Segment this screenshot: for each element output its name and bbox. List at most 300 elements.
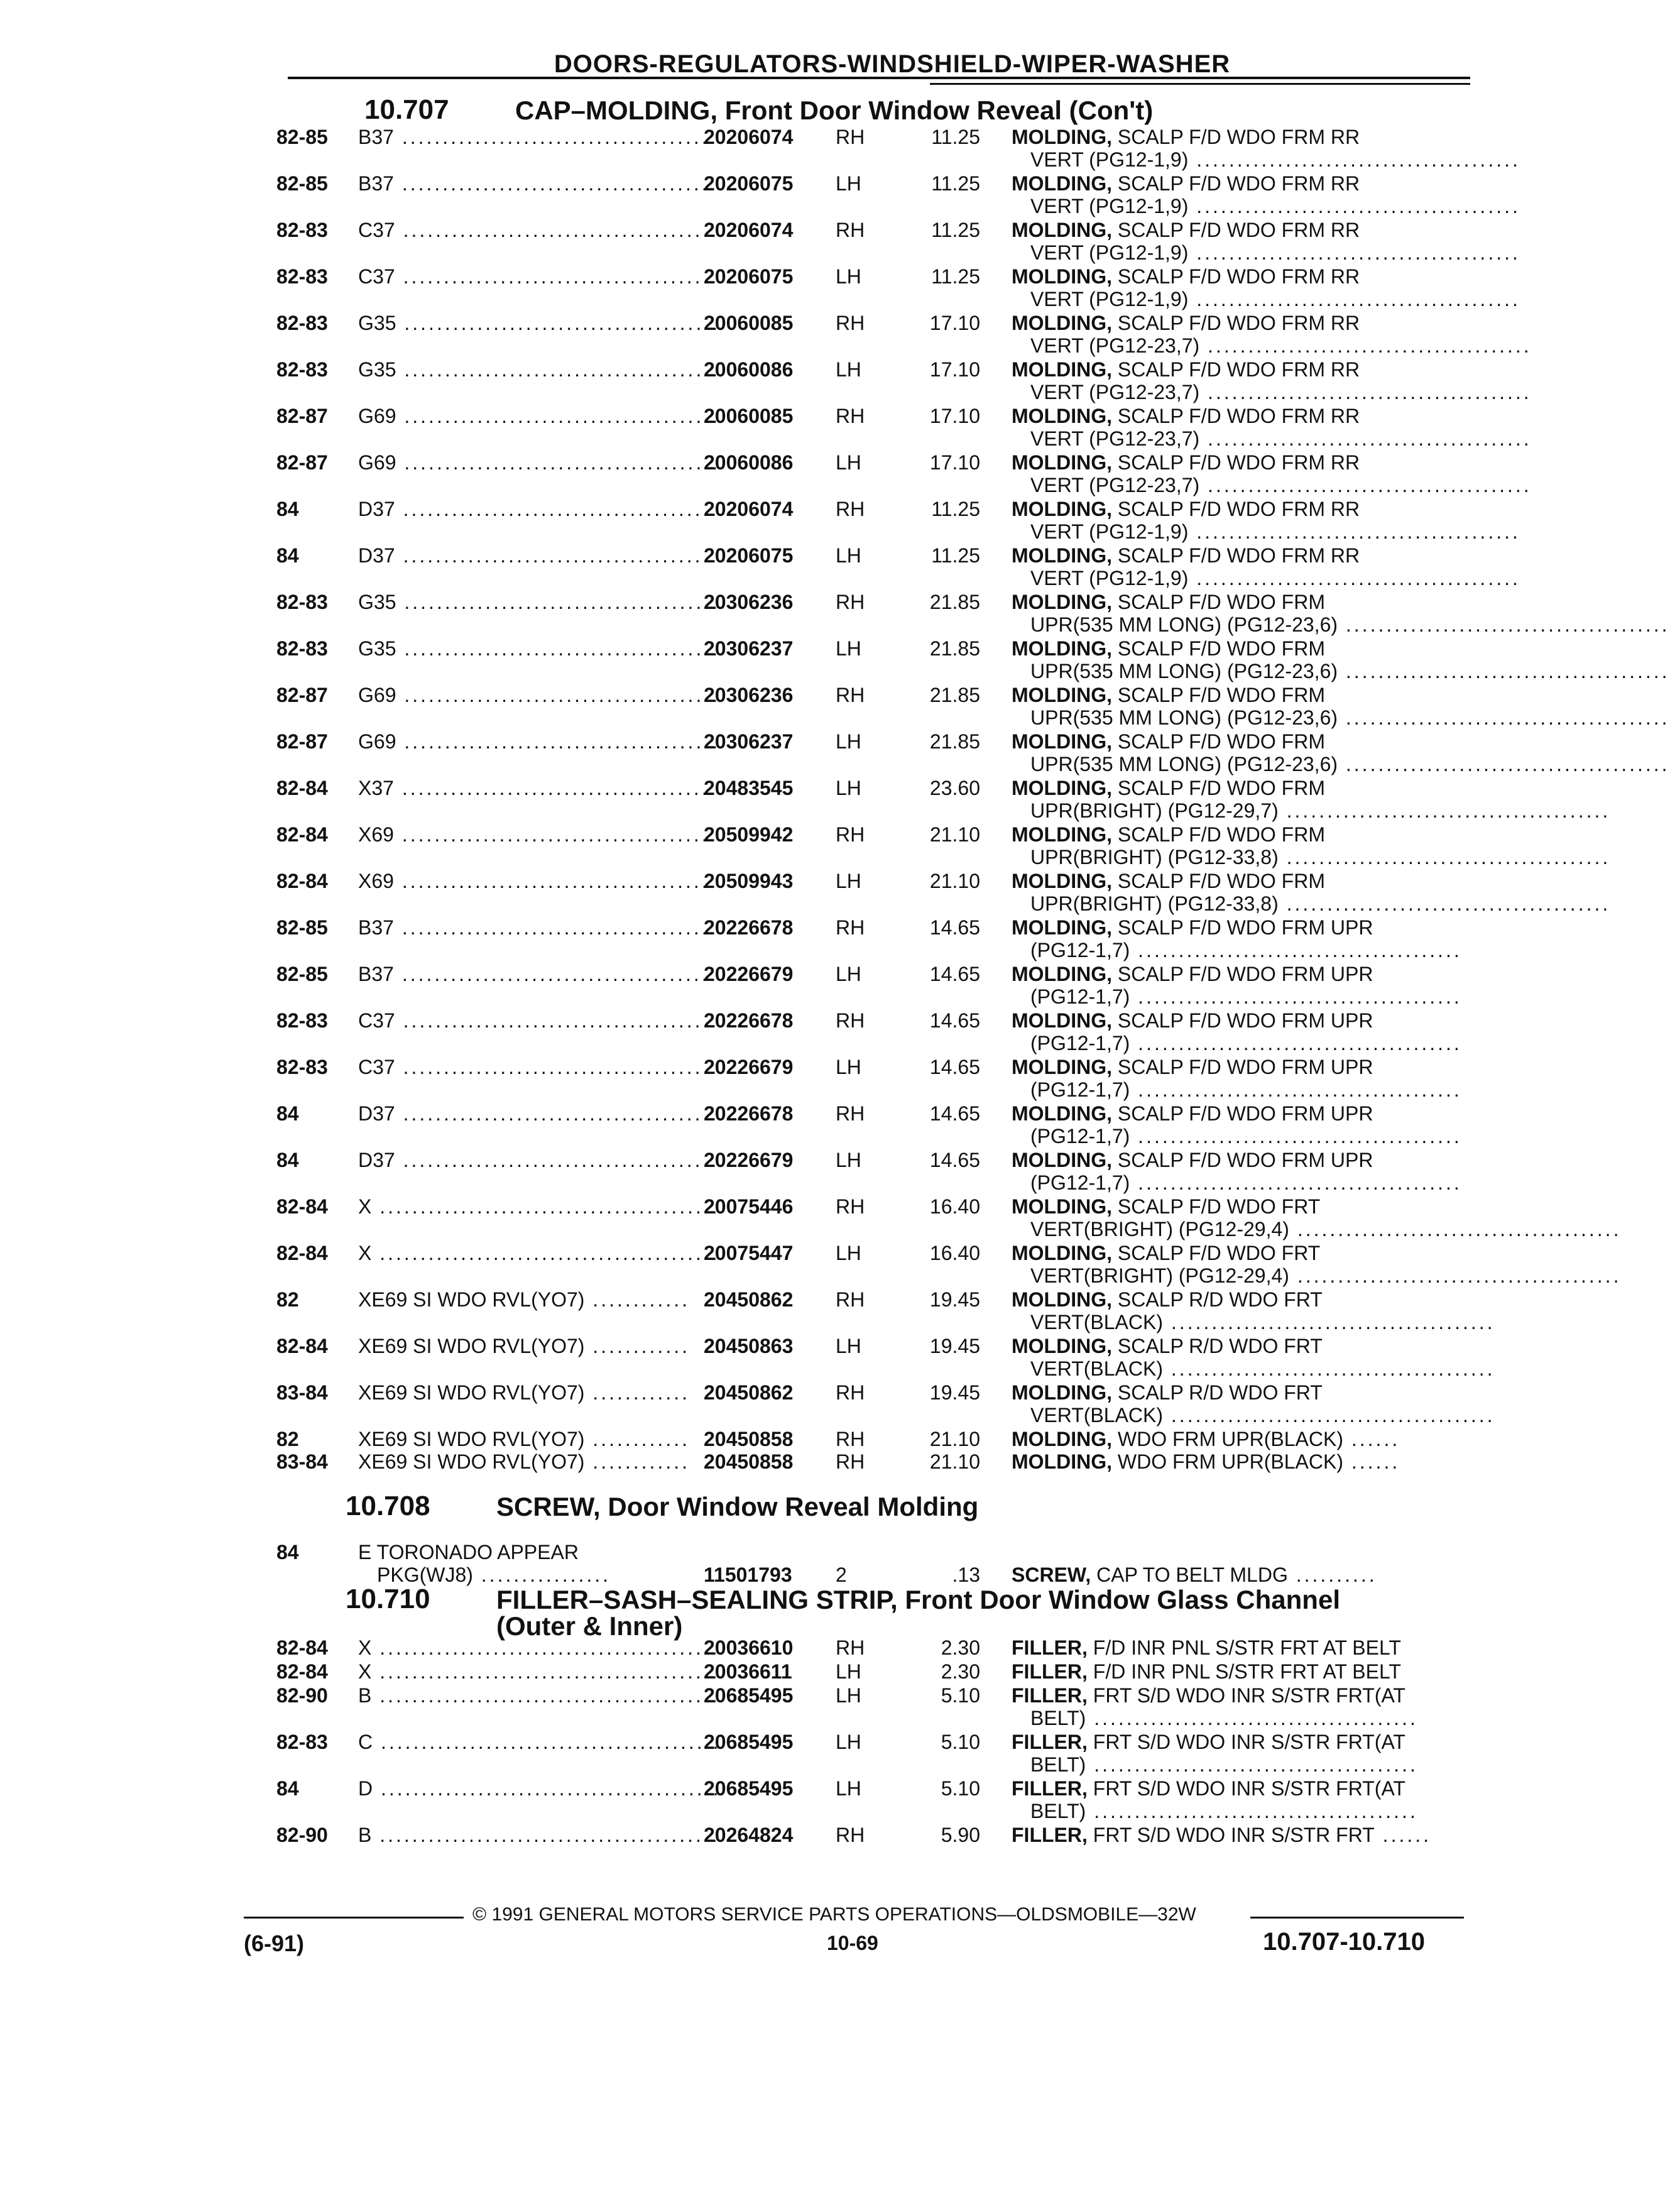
description-noun: FILLER, <box>1012 1824 1088 1846</box>
side-or-qty: RH <box>836 1824 865 1846</box>
model-years: 83-84 <box>276 1381 328 1404</box>
part-description-line2 <box>1030 1218 1622 1240</box>
leader-dots: ....................................... <box>396 684 721 706</box>
leader-dots: ........................................ <box>1130 1078 1462 1101</box>
section-title-desc: Front Door Window Glass Channel <box>905 1585 1340 1614</box>
leader-dots: .......................................... <box>373 1731 721 1753</box>
leader-dots: ....................................... <box>395 265 719 288</box>
model-years: 84 <box>276 1777 299 1800</box>
part-row <box>0 1824 1588 1870</box>
part-row <box>0 1242 1622 1288</box>
part-number: 20226679 <box>704 963 794 985</box>
model-years: 82-84 <box>276 1335 328 1357</box>
leader-dots: .......... <box>1287 1563 1377 1586</box>
header-rule-secondary <box>930 83 1470 85</box>
part-description-line2 <box>1030 1707 1464 1729</box>
part-description <box>1012 219 1360 241</box>
list-price: 16.40 <box>929 1242 980 1264</box>
description-noun: MOLDING, <box>1012 777 1112 799</box>
leader-dots: ....................................... <box>395 1149 719 1171</box>
description-text: SCALP F/D WDO FRM UPR <box>1117 1102 1373 1125</box>
description-noun: MOLDING, <box>1012 312 1112 334</box>
description-text-2: UPR(BRIGHT) (PG12-33,8) <box>1030 892 1279 915</box>
description-text-2: BELT) <box>1030 1753 1086 1776</box>
body-code <box>358 1450 690 1473</box>
description-text: FRT S/D WDO INR S/STR FRT <box>1093 1824 1375 1846</box>
list-price: 11.25 <box>931 544 980 567</box>
part-number: 20226678 <box>704 1009 794 1032</box>
part-number: 20206075 <box>704 172 794 195</box>
part-description <box>1012 1056 1373 1078</box>
body-code-text-2: PKG(WJ8) <box>377 1563 473 1586</box>
body-code-text: D <box>358 1777 373 1800</box>
leader-dots: ....................................... <box>393 172 718 195</box>
leader-dots: ........................................ <box>1338 660 1670 682</box>
part-description-line2 <box>1030 334 1532 357</box>
description-text: SCALP F/D WDO FRM RR <box>1117 498 1360 520</box>
part-description-line2 <box>1030 753 1670 775</box>
body-code-text: E TORONADO APPEAR <box>358 1541 579 1563</box>
part-row <box>0 637 1670 684</box>
leader-dots: ........................................ <box>1289 1264 1622 1287</box>
part-number: 20075447 <box>704 1242 794 1264</box>
leader-dots: ....................................... <box>395 1102 719 1125</box>
part-description <box>1012 777 1325 799</box>
side-or-qty: RH <box>836 823 865 846</box>
part-description-line2 <box>1030 381 1532 403</box>
side-or-qty: LH <box>836 870 861 892</box>
model-years: 82-83 <box>276 219 328 241</box>
description-text: SCALP F/D WDO FRT <box>1117 1195 1321 1218</box>
body-code <box>358 498 719 520</box>
part-row <box>0 126 1588 172</box>
list-price: 17.10 <box>929 451 980 474</box>
body-code-text: B <box>358 1684 372 1707</box>
part-number: 20206075 <box>704 265 794 288</box>
body-code-text: X <box>358 1195 372 1218</box>
description-noun: FILLER, <box>1012 1660 1088 1683</box>
list-price: 14.65 <box>929 1056 980 1078</box>
leader-dots: ........................................ <box>1188 567 1520 589</box>
body-code <box>358 730 720 753</box>
side-or-qty: RH <box>836 312 865 334</box>
leader-dots: ....................................... <box>395 544 719 567</box>
part-row <box>0 1288 1588 1335</box>
list-price: 21.85 <box>929 684 980 706</box>
description-text: SCALP F/D WDO FRM RR <box>1117 451 1360 474</box>
part-number: 20450863 <box>704 1335 794 1357</box>
part-row <box>0 219 1588 265</box>
description-noun: MOLDING, <box>1012 1056 1112 1078</box>
leader-dots: ........................................ <box>1130 985 1462 1008</box>
description-noun: MOLDING, <box>1012 637 1112 660</box>
description-noun: MOLDING, <box>1012 1428 1112 1450</box>
part-description <box>1012 1428 1400 1450</box>
part-description <box>1012 684 1325 706</box>
part-description-line2 <box>1030 1311 1495 1333</box>
description-text-2: VERT (PG12-23,7) <box>1030 474 1200 496</box>
side-or-qty: RH <box>836 498 865 520</box>
body-code-text: B37 <box>358 963 394 985</box>
body-code-text: D37 <box>358 544 395 567</box>
part-number: 20306237 <box>704 730 794 753</box>
part-description-line2 <box>1030 1032 1464 1054</box>
part-row <box>0 312 1588 358</box>
list-price: 5.10 <box>941 1684 980 1707</box>
list-price: 21.10 <box>929 1450 980 1473</box>
side-or-qty: LH <box>836 963 861 985</box>
body-code <box>358 172 718 195</box>
model-years: 82-84 <box>276 1195 328 1218</box>
part-number: 20060086 <box>704 451 794 474</box>
model-years: 82-87 <box>276 405 328 427</box>
leader-dots: ....................................... <box>393 777 718 799</box>
body-code-text: C <box>358 1731 373 1753</box>
description-noun: SCREW, <box>1012 1563 1091 1586</box>
side-or-qty: LH <box>836 1056 861 1078</box>
part-description <box>1012 1777 1405 1800</box>
side-or-qty: RH <box>836 1636 865 1659</box>
leader-dots: ....................................... <box>393 126 718 148</box>
body-code <box>358 1541 579 1563</box>
part-description <box>1012 1450 1400 1473</box>
part-description <box>1012 916 1373 939</box>
body-code-text: C37 <box>358 1056 395 1078</box>
part-number: 20036611 <box>704 1660 792 1683</box>
description-text-2: VERT(BLACK) <box>1030 1357 1164 1380</box>
part-description <box>1012 1824 1431 1846</box>
model-years: 82-84 <box>276 870 328 892</box>
body-code-text: X <box>358 1660 372 1683</box>
body-code <box>358 1684 720 1707</box>
model-years: 82-83 <box>276 637 328 660</box>
description-text: SCALP F/D WDO FRM UPR <box>1117 963 1373 985</box>
list-price: 11.25 <box>931 126 980 148</box>
part-row <box>0 963 1588 1009</box>
part-description-line2 <box>1030 706 1670 729</box>
part-row <box>0 1450 1588 1497</box>
body-code <box>358 823 718 846</box>
part-description <box>1012 451 1360 474</box>
body-code-text: G35 <box>358 312 396 334</box>
body-code <box>358 1009 719 1032</box>
list-price: 16.40 <box>929 1195 980 1218</box>
part-number: 20509942 <box>704 823 794 846</box>
body-code-text: B37 <box>358 172 394 195</box>
part-description-line2 <box>1030 195 1520 217</box>
description-text: SCALP F/D WDO FRM UPR <box>1117 1149 1373 1171</box>
page-header-title: DOORS-REGULATORS-WINDSHIELD-WIPER-WASHER <box>554 50 1231 78</box>
leader-dots: ....................................... <box>396 637 721 660</box>
leader-dots: ........................................ <box>1130 1125 1462 1147</box>
list-price: 11.25 <box>931 265 980 288</box>
description-noun: FILLER, <box>1012 1684 1088 1707</box>
leader-dots: .......................................... <box>371 1660 720 1683</box>
leader-dots: ...... <box>1343 1450 1400 1473</box>
list-price: 11.25 <box>931 172 980 195</box>
description-text: SCALP R/D WDO FRT <box>1117 1335 1323 1357</box>
section-code: 10.708 <box>346 1491 430 1521</box>
part-description <box>1012 265 1360 288</box>
side-or-qty: RH <box>836 1009 865 1032</box>
side-or-qty: RH <box>836 1450 865 1473</box>
description-noun: FILLER, <box>1012 1636 1088 1659</box>
model-years: 82-83 <box>276 358 328 381</box>
body-code <box>358 451 720 474</box>
model-years: 82-90 <box>276 1824 328 1846</box>
leader-dots: ........................................ <box>1278 892 1611 915</box>
part-row <box>0 172 1588 219</box>
model-years: 82-85 <box>276 172 328 195</box>
model-years: 82-87 <box>276 730 328 753</box>
description-text-2: VERT (PG12-1,9) <box>1030 241 1189 264</box>
leader-dots: ....................................... <box>395 219 719 241</box>
description-text-2: VERT (PG12-1,9) <box>1030 567 1189 589</box>
leader-dots: .......................................... <box>373 1777 721 1800</box>
leader-dots: ....................................... <box>393 963 718 985</box>
part-description-line2 <box>1030 474 1532 496</box>
side-or-qty: RH <box>836 684 865 706</box>
part-description-line2 <box>1030 1264 1622 1287</box>
section-title-name: SCREW, <box>496 1492 601 1521</box>
part-number: 20306237 <box>704 637 794 660</box>
list-price: 2.30 <box>941 1636 980 1659</box>
body-code <box>358 1731 721 1753</box>
leader-dots: ........................................ <box>1289 1218 1622 1240</box>
description-text: CAP TO BELT MLDG <box>1096 1563 1288 1586</box>
body-code <box>358 1660 720 1683</box>
side-or-qty: LH <box>836 730 861 753</box>
description-noun: MOLDING, <box>1012 1381 1112 1404</box>
leader-dots: ...... <box>1374 1824 1432 1846</box>
part-description-line2 <box>1030 939 1464 961</box>
part-description <box>1012 591 1325 613</box>
footer-rule-left <box>244 1917 464 1919</box>
part-number: 20306236 <box>704 684 794 706</box>
description-text: SCALP F/D WDO FRT <box>1117 1242 1321 1264</box>
leader-dots: ....................................... <box>396 358 721 381</box>
list-price: 19.45 <box>929 1381 980 1404</box>
section-title-desc: Front Door Window Reveal <box>724 96 1062 125</box>
description-text: SCALP F/D WDO FRM RR <box>1117 219 1360 241</box>
list-price: 23.60 <box>929 777 980 799</box>
description-text-2: (PG12-1,7) <box>1030 939 1130 961</box>
part-description-line2 <box>1030 1404 1495 1426</box>
body-code <box>358 963 718 985</box>
description-noun: MOLDING, <box>1012 265 1112 288</box>
body-code-text: G69 <box>358 451 396 474</box>
model-years: 82-84 <box>276 1242 328 1264</box>
description-text: F/D INR PNL S/STR FRT AT BELT <box>1093 1636 1401 1659</box>
body-code-text: XE69 SI WDO RVL(YO7) <box>358 1450 585 1473</box>
list-price: 21.85 <box>929 637 980 660</box>
list-price: 14.65 <box>929 1009 980 1032</box>
leader-dots: .......................................... <box>371 1636 720 1659</box>
leader-dots: ............ <box>584 1381 690 1404</box>
body-code-text: G35 <box>358 591 396 613</box>
description-text-2: BELT) <box>1030 1800 1086 1822</box>
description-text: SCALP F/D WDO FRM RR <box>1117 544 1360 567</box>
leader-dots: .......................................... <box>371 1824 720 1846</box>
description-noun: MOLDING, <box>1012 126 1112 148</box>
section-title-name: FILLER–SASH–SEALING STRIP, <box>496 1585 898 1614</box>
body-code-text: X <box>358 1636 372 1659</box>
side-or-qty: LH <box>836 1242 861 1264</box>
part-description-line2 <box>1030 892 1611 915</box>
list-price: 5.90 <box>941 1824 980 1846</box>
leader-dots: ............ <box>584 1428 690 1450</box>
side-or-qty: LH <box>836 1777 861 1800</box>
part-row <box>0 1195 1622 1242</box>
part-row <box>0 823 1611 870</box>
part-description-line2 <box>1030 613 1670 636</box>
part-number: 20450858 <box>704 1428 794 1450</box>
description-text: SCALP F/D WDO FRM UPR <box>1117 1009 1373 1032</box>
body-code <box>358 870 718 892</box>
body-code <box>358 777 718 799</box>
part-row <box>0 405 1588 451</box>
side-or-qty: LH <box>836 1684 861 1707</box>
body-code-text: D37 <box>358 1102 395 1125</box>
part-row <box>0 870 1611 916</box>
part-number: 20060086 <box>704 358 794 381</box>
part-description <box>1012 1563 1377 1586</box>
part-number: 20685495 <box>704 1731 794 1753</box>
description-text: SCALP F/D WDO FRM RR <box>1117 405 1360 427</box>
description-noun: MOLDING, <box>1012 916 1112 939</box>
leader-dots: ........................................ <box>1163 1404 1495 1426</box>
footer-rule-right <box>1250 1917 1464 1919</box>
description-noun: MOLDING, <box>1012 963 1112 985</box>
leader-dots: ............ <box>584 1335 690 1357</box>
description-text: SCALP F/D WDO FRM <box>1117 870 1325 892</box>
body-code-text: G69 <box>358 405 396 427</box>
part-row <box>0 1009 1588 1056</box>
leader-dots: ........................................ <box>1086 1800 1418 1822</box>
description-noun: FILLER, <box>1012 1777 1088 1800</box>
leader-dots: ........................................ <box>1199 334 1532 357</box>
part-row <box>0 1381 1588 1428</box>
description-noun: MOLDING, <box>1012 1450 1112 1473</box>
leader-dots: ........................................ <box>1199 474 1532 496</box>
description-text-2: BELT) <box>1030 1707 1086 1729</box>
description-text-2: VERT (PG12-1,9) <box>1030 148 1189 171</box>
list-price: 17.10 <box>929 405 980 427</box>
part-description-line2 <box>1030 1357 1495 1380</box>
description-text: F/D INR PNL S/STR FRT AT BELT <box>1093 1660 1401 1683</box>
description-noun: MOLDING, <box>1012 405 1112 427</box>
model-years: 84 <box>276 1541 299 1563</box>
description-text-2: VERT (PG12-1,9) <box>1030 288 1189 310</box>
part-row <box>0 451 1588 498</box>
description-text-2: UPR(535 MM LONG) (PG12-23,6) <box>1030 706 1338 729</box>
part-row <box>0 1777 1588 1824</box>
side-or-qty: LH <box>836 637 861 660</box>
model-years: 84 <box>276 1102 299 1125</box>
model-years: 82-85 <box>276 916 328 939</box>
leader-dots: .......................................... <box>371 1242 720 1264</box>
side-or-qty: LH <box>836 172 861 195</box>
side-or-qty: RH <box>836 405 865 427</box>
part-number: 20264824 <box>704 1824 794 1846</box>
body-code-text: X <box>358 1242 372 1264</box>
description-noun: MOLDING, <box>1012 1335 1112 1357</box>
part-row <box>0 1149 1588 1195</box>
body-code-text: D37 <box>358 498 395 520</box>
list-price: 5.10 <box>941 1777 980 1800</box>
part-description-line2 <box>1030 520 1520 543</box>
part-row <box>0 1102 1588 1149</box>
description-text-2: (PG12-1,7) <box>1030 1078 1130 1101</box>
part-description <box>1012 358 1360 381</box>
description-noun: MOLDING, <box>1012 730 1112 753</box>
part-description <box>1012 1684 1405 1707</box>
list-price: 2.30 <box>941 1660 980 1683</box>
description-noun: MOLDING, <box>1012 172 1112 195</box>
leader-dots: ...... <box>1343 1428 1400 1450</box>
part-number: 20685495 <box>704 1777 794 1800</box>
list-price: 5.10 <box>941 1731 980 1753</box>
side-or-qty: LH <box>836 265 861 288</box>
model-years: 82-90 <box>276 1684 328 1707</box>
description-text-2: VERT (PG12-1,9) <box>1030 195 1189 217</box>
description-text: SCALP F/D WDO FRM <box>1117 730 1325 753</box>
part-description-line2 <box>1030 1125 1464 1147</box>
description-text-2: (PG12-1,7) <box>1030 1125 1130 1147</box>
body-code <box>358 358 720 381</box>
body-code <box>358 1102 719 1125</box>
list-price: 19.45 <box>929 1335 980 1357</box>
description-text-2: UPR(BRIGHT) (PG12-29,7) <box>1030 799 1279 822</box>
leader-dots: ................ <box>472 1563 611 1586</box>
section-title <box>496 1585 1340 1615</box>
description-text: SCALP F/D WDO FRM UPR <box>1117 916 1373 939</box>
side-or-qty: LH <box>836 777 861 799</box>
side-or-qty: RH <box>836 219 865 241</box>
leader-dots: ............ <box>584 1450 690 1473</box>
part-description <box>1012 1381 1323 1404</box>
list-price: 14.65 <box>929 916 980 939</box>
description-text-2: VERT(BRIGHT) (PG12-29,4) <box>1030 1218 1289 1240</box>
body-code <box>358 265 719 288</box>
body-code-text: G69 <box>358 730 396 753</box>
body-code-text: C37 <box>358 1009 395 1032</box>
description-text: SCALP F/D WDO FRM RR <box>1117 172 1360 195</box>
part-description <box>1012 405 1360 427</box>
part-description-line2 <box>1030 148 1520 171</box>
body-code-text: X69 <box>358 870 394 892</box>
description-noun: MOLDING, <box>1012 1009 1112 1032</box>
body-code-text: X37 <box>358 777 394 799</box>
part-description <box>1012 498 1360 520</box>
list-price: 21.10 <box>929 870 980 892</box>
model-years: 82-85 <box>276 126 328 148</box>
description-text: FRT S/D WDO INR S/STR FRT(AT <box>1093 1777 1405 1800</box>
description-text: SCALP F/D WDO FRM <box>1117 637 1325 660</box>
description-text: SCALP F/D WDO FRM RR <box>1117 358 1360 381</box>
list-price: 17.10 <box>929 312 980 334</box>
model-years: 82 <box>276 1288 299 1311</box>
footer-copyright: © 1991 GENERAL MOTORS SERVICE PARTS OPERATIONS—OLDSMOBILE—32W <box>472 1904 1196 1925</box>
part-row <box>0 498 1588 544</box>
body-code <box>358 1824 720 1846</box>
description-noun: MOLDING, <box>1012 1242 1112 1264</box>
body-code <box>358 1195 720 1218</box>
part-description <box>1012 1102 1373 1125</box>
section-code: 10.707 <box>364 94 449 125</box>
description-text: WDO FRM UPR(BLACK) <box>1117 1450 1343 1473</box>
body-code <box>358 1149 719 1171</box>
